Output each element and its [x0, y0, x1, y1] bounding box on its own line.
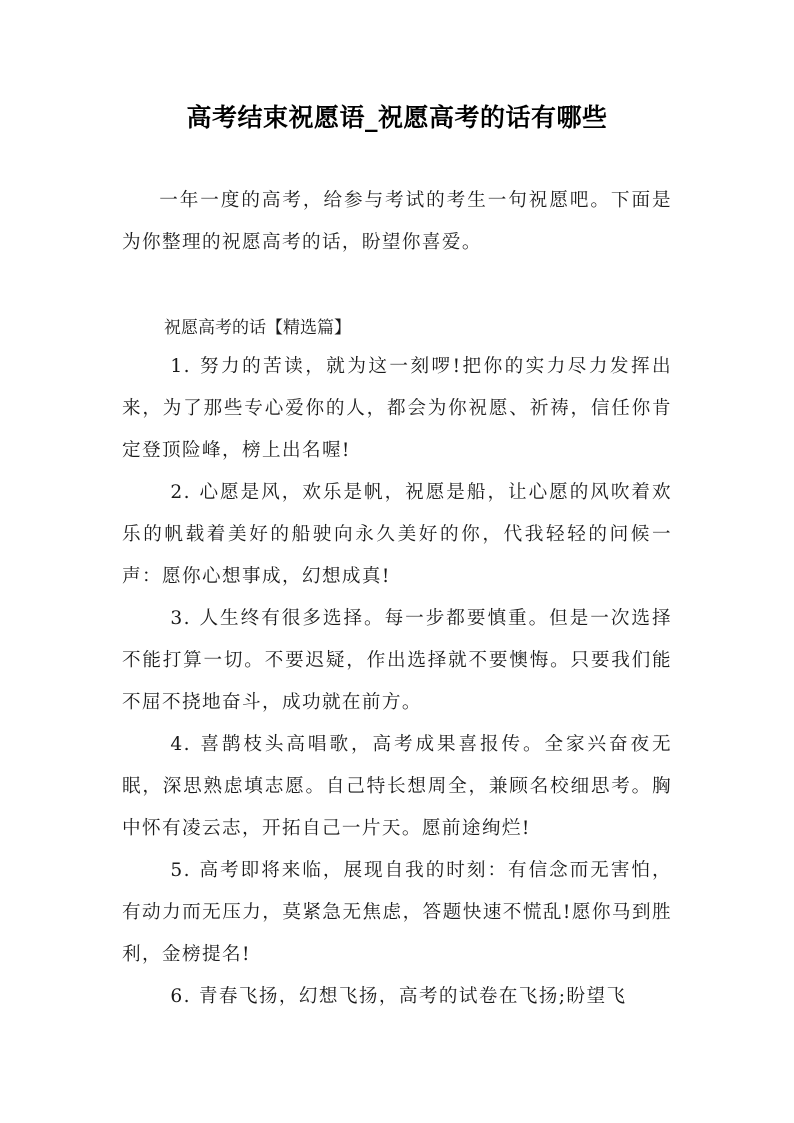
intro-block	[122, 180, 672, 264]
list-item	[122, 346, 672, 472]
item-text: 青春飞扬，幻想飞扬，高考的试卷在飞扬;盼望飞	[198, 986, 627, 1007]
list-item	[122, 472, 672, 598]
item-text: 心愿是风，欢乐是帆，祝愿是船，让心愿的风吹着欢乐的帆载着美好的船驶向永久美好的你，代我轻轻的问候一声：愿你心想事成，幻想成真!	[122, 482, 672, 587]
item-text: 喜鹊枝头高唱歌，高考成果喜报传。全家兴奋夜无眠，深思熟虑填志愿。自己特长想周全，兼顾名校细思考。胸中怀有凌云志，开拓自己一片天。愿前途绚烂!	[122, 734, 672, 839]
list-item	[122, 724, 672, 850]
intro-paragraph: 一年一度的高考，给参与考试的考生一句祝愿吧。下面是为你整理的祝愿高考的话，盼望你喜爱。	[122, 190, 672, 253]
item-number: 3.	[170, 608, 191, 629]
document-title: 高考结束祝愿语_祝愿高考的话有哪些	[186, 103, 608, 132]
item-number: 1.	[170, 356, 191, 377]
item-text: 高考即将来临，展现自我的时刻：有信念而无害怕，有动力而无压力，莫紧急无焦虑，答题快速不慌乱!愿你马到胜利，金榜提名!	[122, 860, 672, 965]
list-item	[122, 598, 672, 724]
item-number: 6.	[170, 986, 191, 1007]
item-number: 2.	[170, 482, 191, 503]
list-item	[122, 976, 672, 1018]
item-text: 人生终有很多选择。每一步都要慎重。但是一次选择不能打算一切。不要迟疑，作出选择就不要懊悔。只要我们能不屈不挠地奋斗，成功就在前方。	[122, 608, 672, 713]
item-number: 4.	[170, 734, 191, 755]
item-text: 努力的苦读，就为这一刻啰!把你的实力尽力发挥出来，为了那些专心爱你的人，都会为你祝愿、祈祷，信任你肯定登顶险峰，榜上出名喔!	[122, 356, 672, 461]
list-item	[122, 850, 672, 976]
item-number: 5.	[170, 860, 191, 881]
wishes-list	[122, 346, 672, 1018]
section-heading: 祝愿高考的话【精选篇】	[164, 318, 351, 338]
